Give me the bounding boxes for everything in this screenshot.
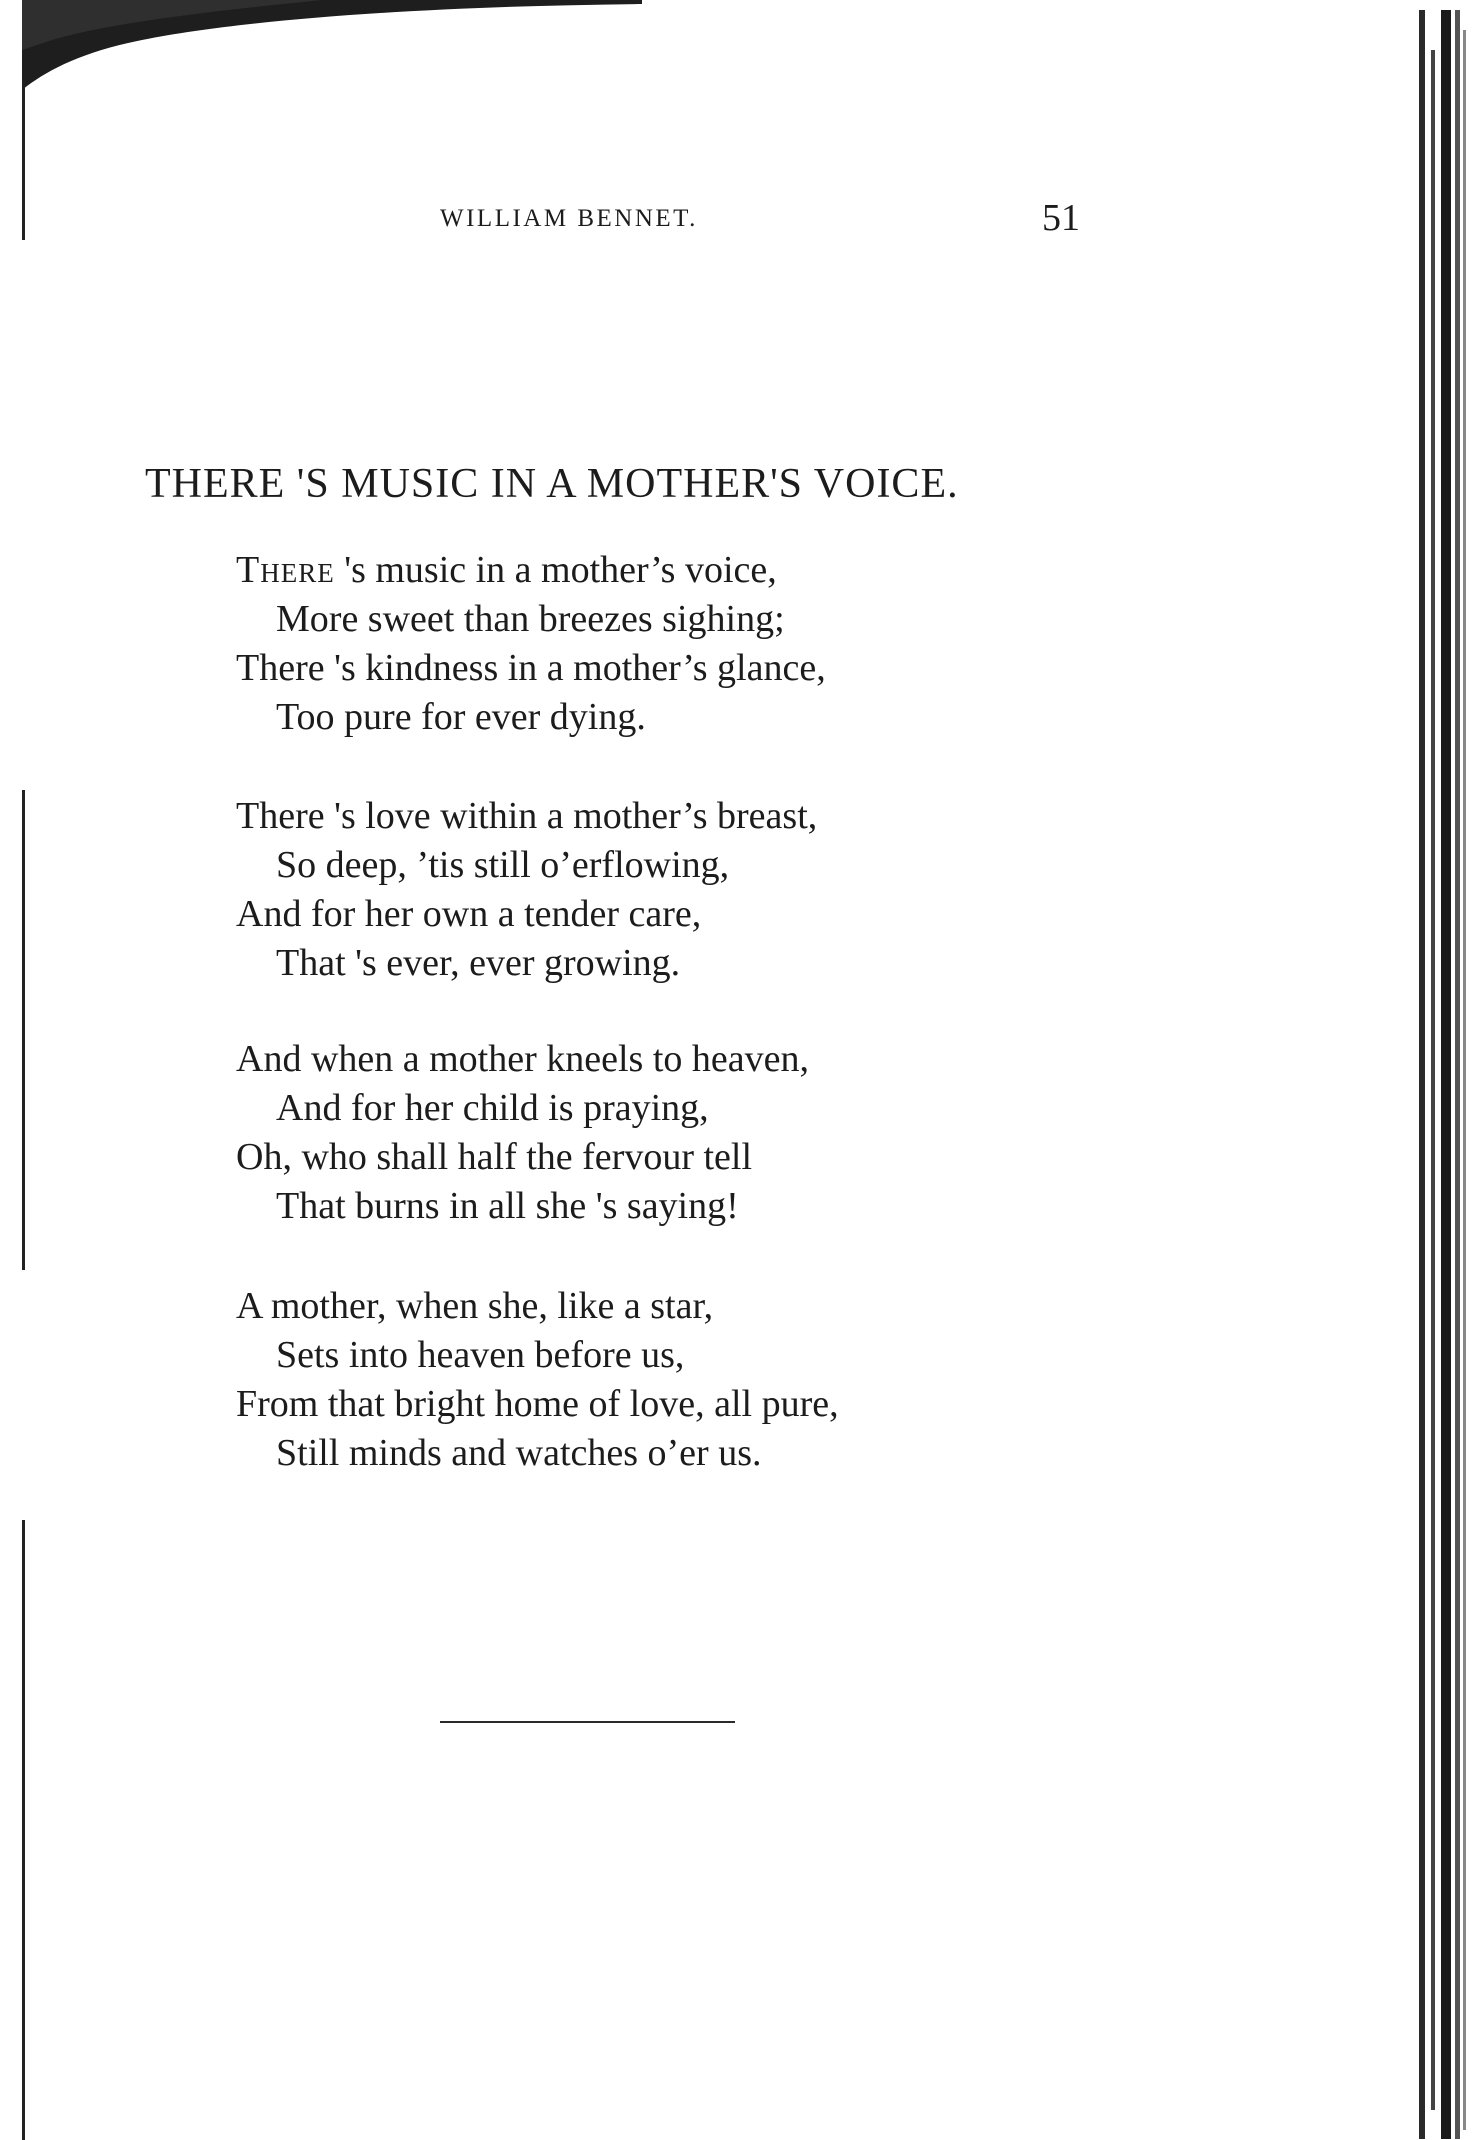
page-number: 51 bbox=[1042, 197, 1080, 239]
binding-edge bbox=[1405, 10, 1472, 2139]
running-head: WILLIAM BENNET. bbox=[440, 205, 698, 232]
left-page-edge bbox=[22, 1520, 25, 2140]
drop-small-caps-word: There bbox=[236, 549, 335, 591]
poem-line: There 's kindness in a mother’s glance, bbox=[236, 647, 826, 689]
poem-line: There 's love within a mother’s breast, bbox=[236, 795, 818, 837]
poem-line: Too pure for ever dying. bbox=[276, 696, 646, 738]
stanza-2 bbox=[236, 792, 817, 988]
stanza-1 bbox=[236, 546, 826, 742]
stanza-4 bbox=[236, 1282, 839, 1478]
poem-line: That 's ever, ever growing. bbox=[276, 942, 681, 984]
stanza-3 bbox=[236, 1035, 809, 1231]
poem-line: Still minds and watches o’er us. bbox=[276, 1432, 762, 1474]
section-rule bbox=[440, 1721, 735, 1723]
poem-line: A mother, when she, like a star, bbox=[236, 1285, 714, 1327]
poem-line: Sets into heaven before us, bbox=[276, 1334, 685, 1376]
poem-line: And for her child is praying, bbox=[276, 1087, 709, 1129]
poem-line bbox=[236, 546, 826, 595]
left-page-edge bbox=[22, 790, 25, 1270]
poem-line: And for her own a tender care, bbox=[236, 893, 702, 935]
poem-line: That burns in all she 's saying! bbox=[276, 1185, 739, 1227]
left-page-edge bbox=[22, 80, 25, 240]
poem-line: Oh, who shall half the fervour tell bbox=[236, 1136, 753, 1178]
poem-line: More sweet than breezes sighing; bbox=[276, 598, 785, 640]
page-curl-shadow bbox=[22, 0, 642, 110]
poem-line: And when a mother kneels to heaven, bbox=[236, 1038, 809, 1080]
poem-line-text: 's music in a mother’s voice, bbox=[334, 549, 777, 591]
poem-line: So deep, ’tis still o’erflowing, bbox=[276, 844, 730, 886]
poem-title: THERE 'S MUSIC IN A MOTHER'S VOICE. bbox=[145, 461, 959, 507]
poem-line: From that bright home of love, all pure, bbox=[236, 1383, 839, 1425]
